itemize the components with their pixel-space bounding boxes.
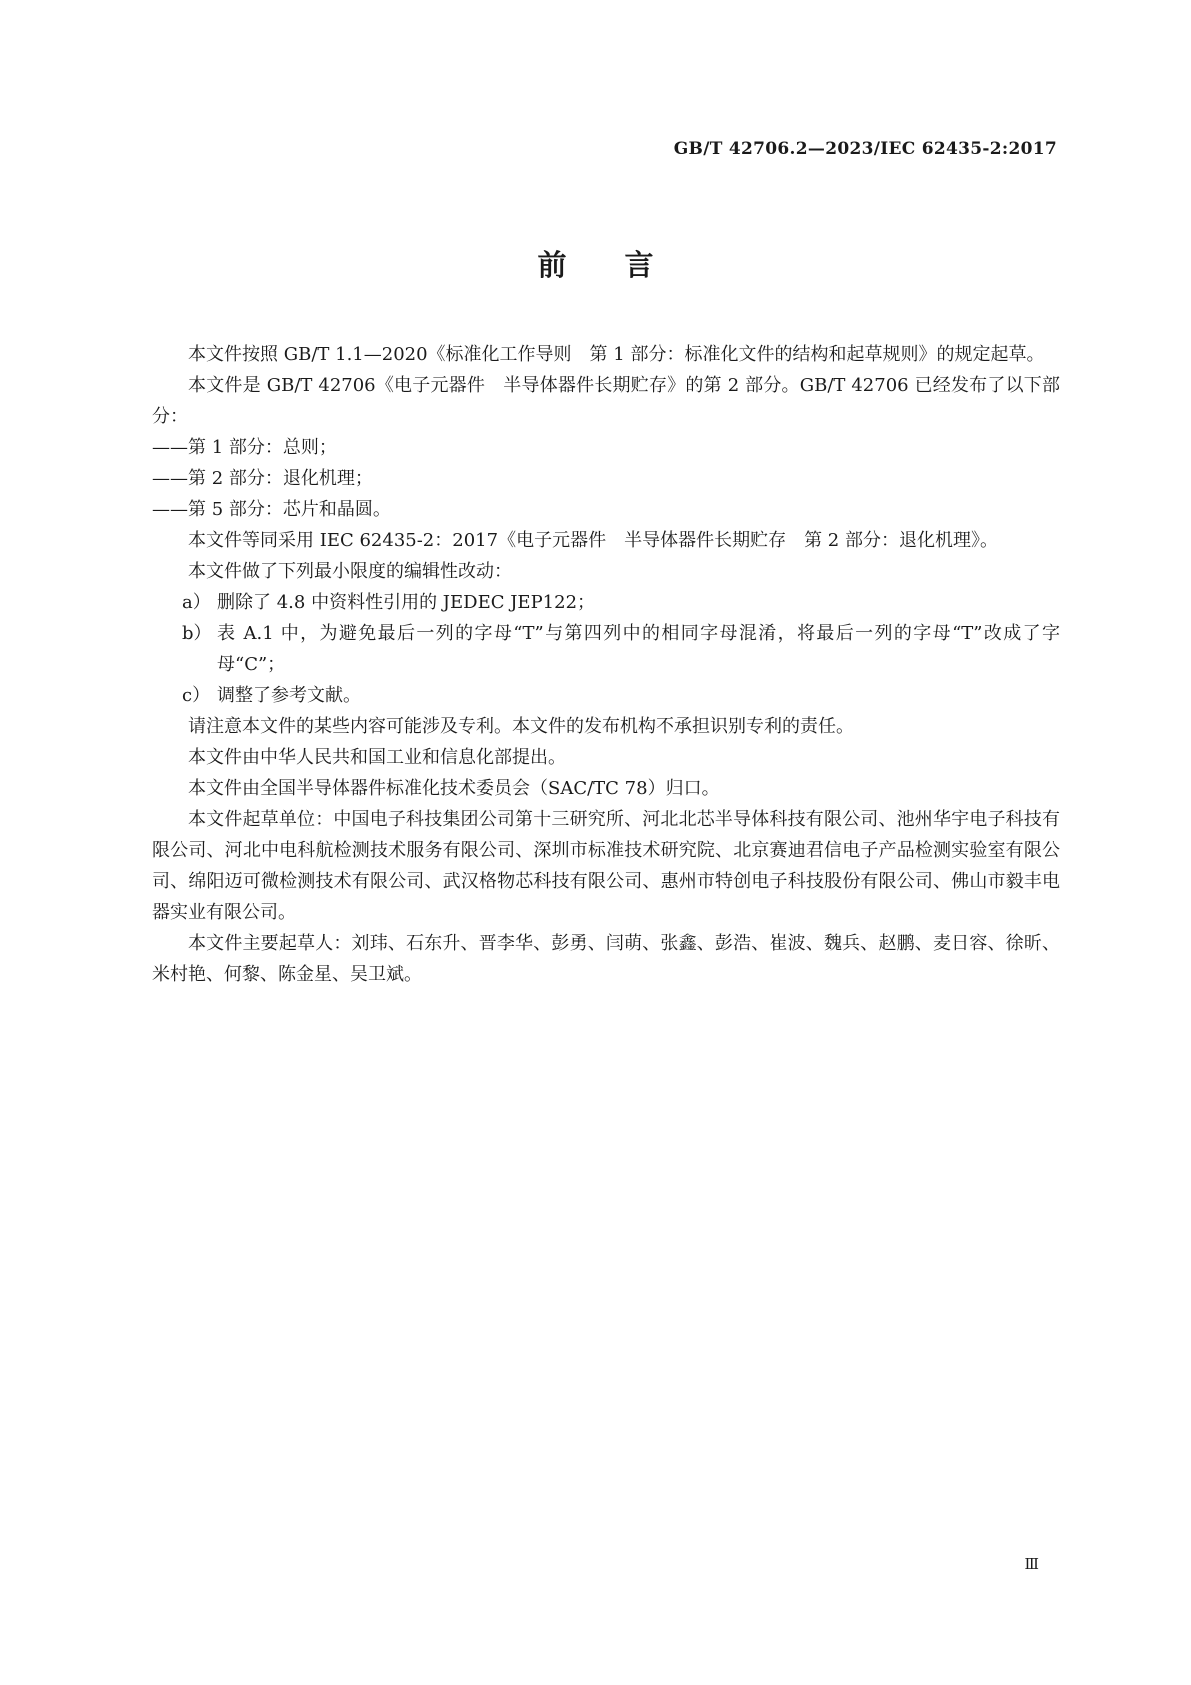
list-item-change	[152, 680, 1060, 711]
paragraph-drafting-rules: 本文件按照 GB/T 1.1—2020《标准化工作导则 第 1 部分：标准化文件的结构和起草规则》的规定起草。	[188, 344, 1045, 365]
list-item-change	[152, 587, 1060, 618]
list-item-text: 表 A.1 中，为避免最后一列的字母“T”与第四列中的相同字母混淆，将最后一列的字母“T”改成了字母“C”；	[217, 623, 1060, 675]
paragraph-adoption: 本文件等同采用 IEC 62435-2：2017《电子元器件 半导体器件长期贮存 第 2 部分：退化机理》。	[188, 530, 998, 551]
list-marker: c）	[182, 685, 211, 706]
list-item-change	[152, 618, 1060, 680]
paragraph-patent-notice: 请注意本文件的某些内容可能涉及专利。本文件的发布机构不承担识别专利的责任。	[188, 716, 854, 737]
list-item-text: 调整了参考文献。	[217, 685, 361, 706]
page-title: 前言	[537, 248, 712, 282]
paragraph-committee: 本文件由全国半导体器件标准化技术委员会（SAC/TC 78）归口。	[188, 778, 720, 799]
page-number: Ⅲ	[1024, 1555, 1039, 1573]
list-item-part: ——第 1 部分：总则；	[152, 437, 337, 458]
list-marker: b）	[182, 623, 212, 644]
list-item-text: 删除了 4.8 中资料性引用的 JEDEC JEP122；	[217, 592, 596, 613]
standard-number-header: GB/T 42706.2—2023/IEC 62435-2:2017	[673, 139, 1057, 159]
paragraph-series-parts: 本文件是 GB/T 42706《电子元器件 半导体器件长期贮存》的第 2 部分。GB/T 42706 已经发布了以下部分：	[152, 375, 1060, 427]
paragraph-proposer: 本文件由中华人民共和国工业和信息化部提出。	[188, 747, 566, 768]
paragraph-changes-intro: 本文件做了下列最小限度的编辑性改动：	[188, 561, 512, 582]
list-marker: a）	[182, 592, 211, 613]
list-item-part: ——第 2 部分：退化机理；	[152, 468, 373, 489]
list-item-part: ——第 5 部分：芯片和晶圆。	[152, 499, 391, 520]
paragraph-drafting-units: 本文件起草单位：中国电子科技集团公司第十三研究所、河北北芯半导体科技有限公司、池州华宇电子科技有限公司、河北中电科航检测技术服务有限公司、深圳市标准技术研究院、北京赛迪君信电子产品检测实验室有限公司、绵阳迈可微检测技术有限公司、武汉格物芯科技有限公司、惠州市特创电子科技股份有限公司、佛山市毅丰电器实业有限公司。	[152, 809, 1060, 923]
paragraph-drafters: 本文件主要起草人：刘玮、石东升、晋李华、彭勇、闫萌、张鑫、彭浩、崔波、魏兵、赵鹏、麦日容、徐昕、米村艳、何黎、陈金星、吴卫斌。	[152, 933, 1060, 985]
foreword-body	[152, 339, 1060, 990]
